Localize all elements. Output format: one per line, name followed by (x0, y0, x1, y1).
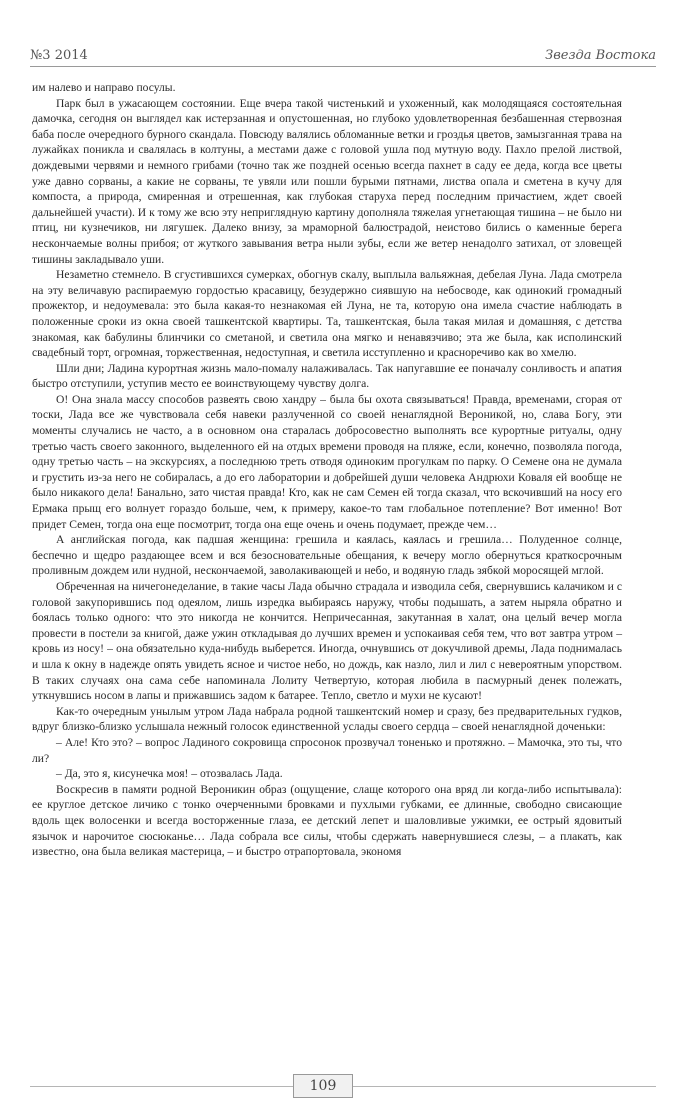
paragraph: Парк был в ужасающем состоянии. Еще вчера такой чистенький и ухоженный, как молодящаяся состоятельная дамочка, сегодня он выглядел как истерзанная и опустошенная, но глубоко удовлетворенная безбашенная стервозная баба после очередного бурного скандала. Повсюду валялись обломанные ветки и гроздья цветов, замызганная трава на лужайках поникла и свалялась в колтуны, а местами даже с головой ушла под мутную воду. Пахло прелой листвой, дождевыми червями и немного грибами (точно так же поздней осенью всегда пахнет в саду ее деда, когда все цветы уже давно сорваны, а какие не сорваны, те увяли или пошли бурыми пятнами, листва опала и сметена в кучу для компоста, а природа, смиренная и отрешенная, как глубокая старуха перед последним причастием, ждет своей дальнейшей участи). И к тому же всю эту неприглядную картину дополняла тяжелая угнетающая тишина – не было ни птиц, ни кузнечиков, ни лягушек. Далеко внизу, за мраморной балюстрадой, неистово бились о каменные берега нескончаемые волны прибоя; от жуткого завывания ветра ныли зубы, если же ветер ненадолго затихал, от зловещей тишины закладывало уши. (32, 96, 622, 266)
page-header (30, 42, 656, 64)
paragraph: А английская погода, как падшая женщина: грешила и каялась, каялась и грешила… Полуденное солнце, беспечно и щедро раздающее всем и вся безосновательные обещания, к вечеру могло обернуться краткосрочным проливным дождем или нудной, нескончаемой, заволакивающей и небо, и водяную гладь зябкой моросящей мглой. (32, 533, 622, 578)
dialogue-line: – Але! Кто это? – вопрос Ладиного сокровища спросонок прозвучал тоненько и протяжно. – Мамочка, это ты, что ли? (32, 735, 622, 765)
paragraph: Обреченная на ничегонеделание, в такие часы Лада обычно страдала и изводила себя, свернувшись калачиком и с головой закупорившись под одеялом, лишь изредка выбираясь наружу, чтобы подышать, а затем ныряла обратно и боялась только одного: что это никогда не кончится. Непричесанная, закутанная в халат, она целый вечер могла провести в постели за книгой, даже ужин откладывая до лучших времен и успокаивая себя тем, что вот завтра утром – кровь из носу! – она обязательно куда-нибудь выберется. Иногда, очнувшись от докучливой дремы, Лада поднималась и шла к окну в надежде опять увидеть ясное и чистое небо, но дождь, как назло, лил и лил с невероятным упорством. В таких случаях она сама себе напоминала Лолиту Четвертую, которая любила в пасмурный денек полежать, уткнувшись носом в лапы и прижавшись задом к батарее. Тепло, светло и мухи не кусают! (32, 580, 622, 703)
issue-label: №3 2014 (30, 48, 88, 63)
page-number: 109 (293, 1074, 353, 1098)
journal-title: Звезда Востока (545, 48, 656, 63)
paragraph: Как-то очередным унылым утром Лада набрала родной ташкентский номер и сразу, без предварительных гудков, вдруг близко-близко услышала нежный голосок единственной услады своего сердца – своей ненаглядной доченьки: (32, 704, 622, 734)
paragraph: О! Она знала массу способов развеять свою хандру – была бы охота связываться! Правда, временами, сгорая от тоски, Лада все же чувствовала себя навеки разлученной со своей ненаглядной Вероникой, но, слава Богу, эти моменты случались не часто, а в основном она старалась добросовестно выполнять все курортные ритуалы, одну третью часть своего законного, выделенного ей на отдых времени проводя на пляже, если, конечно, позволяла погода, одну третью часть – на экскурсиях, а последнюю треть отводя одиноким прогулкам по парку. О Семене она не думала и грустить из-за него не собиралась, а до его лаборатории и добрейшей души человека Андрюхи Коваля ей вообще не было никакого дела! Банально, зато чистая правда! Кто, как не сам Семен ей тогда сказал, что вскочивший на носу его Ермака прыщ его волнует гораздо больше, чем, к примеру, какое-то там глобальное потепление? Вот именно! Вот придет Семен, тогда она еще посмотрит, тогда она еще очень и очень подумает, прежде чем… (32, 392, 622, 531)
paragraph: им налево и направо посулы. (32, 81, 176, 94)
paragraph: Шли дни; Ладина курортная жизнь мало-помалу налаживалась. Так напугавшие ее поначалу сонливость и апатия быстро отступили, уступив место ее воинствующему чувству долга. (32, 361, 622, 391)
paragraph: Воскресив в памяти родной Вероникин образ (ощущение, слаще которого она вряд ли когда-либо испытывала): ее круглое детское личико с тонко очерченными бровками и пухлыми губками, ее длинные, свободно свисающие вдоль щек волосенки и всегда восторженные глаза, ее детский лепет и шаловливые ужимки, ее острый ядовитый язычок и нарочитое сюсюканье… Лада собрала все силы, чтобы сдержать навернувшиеся слезы, – а плакать, как известно, она была великая мастерица, – и быстро отрапортовала, экономя (32, 782, 622, 859)
header-rule (30, 66, 656, 67)
article-body (32, 80, 622, 860)
dialogue-line: – Да, это я, кисунечка моя! – отозвалась Лада. (56, 767, 283, 781)
paragraph: Незаметно стемнело. В сгустившихся сумерках, обогнув скалу, выплыла вальяжная, дебелая Луна. Лада смотрела на эту величавую распираемую гордостью красавицу, безудержно сиявшую на небосводе, как одинокий громадный прожектор, и недоумевала: это была какая-то незнакомая ей Луна, не та, которую она имела счастие наблюдать в положенные сроки из окна своей ташкентской квартиры. Та, ташкентская, была такая милая и домашняя, с детства знакомая, как бабулины блинчики со сметаной, и светила она мягко и ненавязчиво; эта же была, как исполинский свадебный торт, огромная, торжественная, недоступная, и светила исступленно и красноречиво как во хмелю. (32, 268, 622, 360)
